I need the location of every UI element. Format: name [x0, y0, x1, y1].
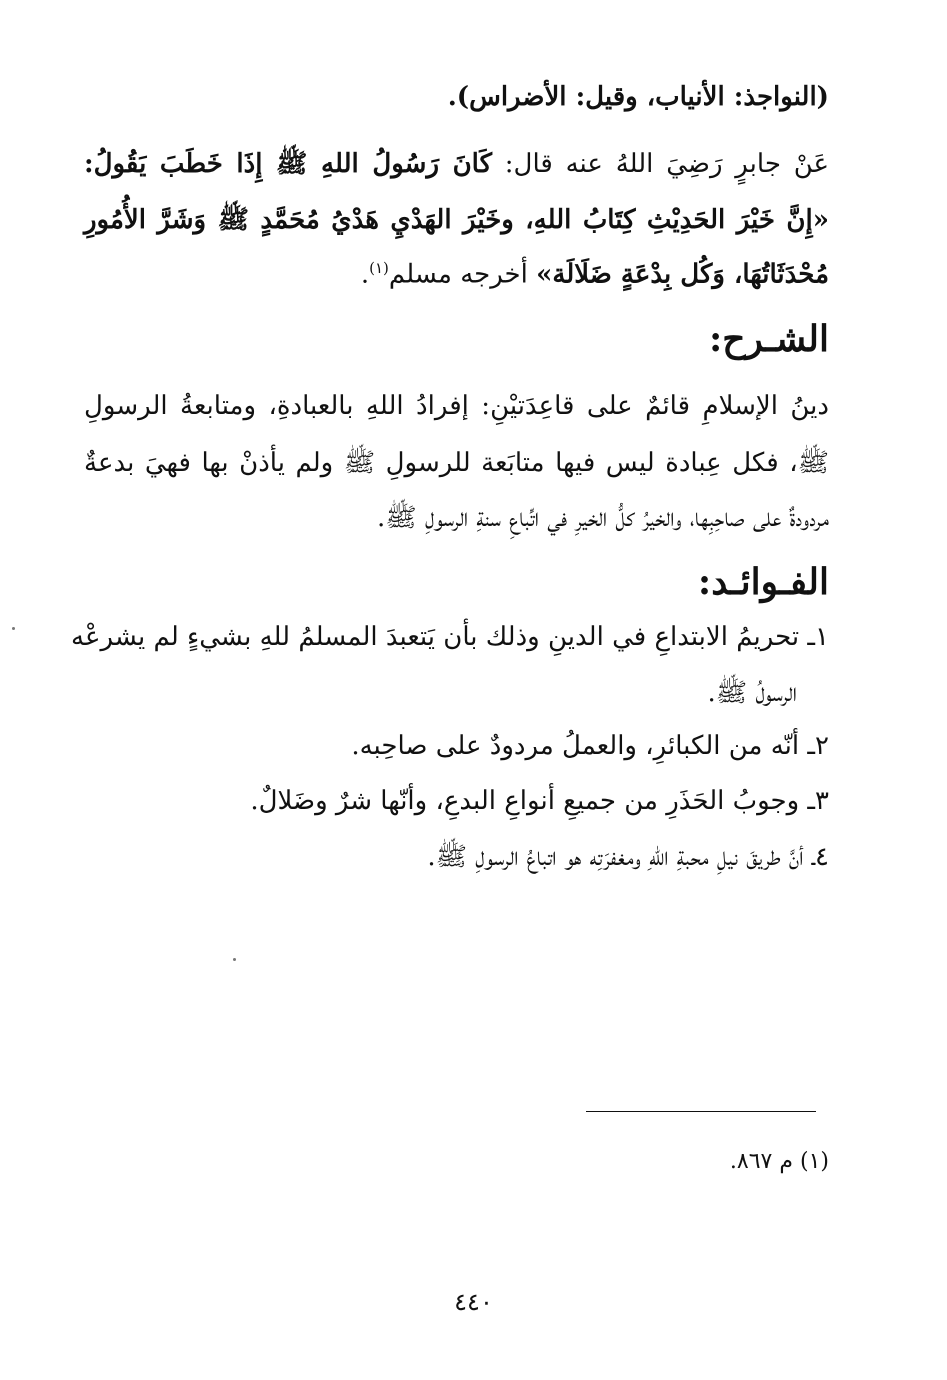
narrator-text: عَنْ جابرٍ رَضِيَ اللهُ عنه قال: — [491, 149, 829, 179]
hadith-source: أخرجه مسلم — [388, 259, 537, 290]
fawaid-item-2: ٢ـ أنّه من الكبائرِ، والعملُ مردودٌ على صاحِبه. — [351, 731, 829, 761]
scan-speck — [233, 958, 236, 961]
fawaid-item-3: ٣ـ وجوبُ الحَذَرِ من جميعِ أنواعِ البدعِ، وأنّها شرٌ وضَلالٌ. — [250, 786, 829, 816]
sharh-line-1: دينُ الإسلامِ قائمٌ على قاعِدَتيْنِ: إفرادُ اللهِ بالعبادةِ، ومتابعةُ الرسولِ — [84, 391, 829, 421]
hadith-text-bold-end: مُحْدَثَاتُهَا، وَكُل بِدْعَةٍ ضَلَالَة» — [536, 259, 829, 290]
naqajidh-gloss: (النواجذ: الأنياب، وقيل: الأضراس). — [447, 82, 829, 112]
sharh-heading: الشـرح: — [708, 318, 829, 360]
sharh-line-2: ﷺ، فكل عِبادة ليس فيها متابَعة للرسولِ ﷺ ولم يأذنْ بها فهيَ بدعةٌ — [84, 448, 829, 478]
hadith-intro-bold: كَانَ رَسُولُ اللهِ ﷺ إِذَا خَطَبَ يَقُولُ: — [84, 149, 492, 179]
sharh-line-3: مردودةٌ على صاحِبِها، والخيرُ كلُّ الخيرِ في اتِّباعِ سنةِ الرسولِ ﷺ. — [377, 503, 829, 533]
hadith-line-end: . — [360, 259, 370, 290]
fawaid-item-1-line-1: ١ـ تحريمُ الابتداعِ في الدينِ وذلك بأن يَتعبدَ المسلمُ للهِ بشيءٍ لم يشرعْه — [71, 622, 829, 652]
scan-speck — [12, 627, 15, 630]
fawaid-heading: الفـوائـد: — [697, 561, 829, 603]
footnote: (١) م ٨٦٧. — [729, 1149, 829, 1174]
footnote-ref: (١) — [369, 259, 389, 277]
fawaid-item-4: ٤ـ أنَّ طريقَ نيلِ محبةِ اللهِ ومغفرَتِه هو اتباعُ الرسولِ ﷺ. — [427, 842, 829, 872]
fawaid-item-1-line-2: الرسولُ ﷺ. — [707, 678, 797, 708]
hadith-intro-line — [84, 147, 829, 185]
hadith-text-line-2: «إِنَّ خَيْرَ الحَدِيْثِ كِتَابُ اللهِ، وخَيْرَ الهَدْيِ هَدْيُ مُحَمَّدٍ ﷺ وَشَرَّ الأُمُورِ — [84, 205, 829, 235]
hadith-text-line-3 — [361, 259, 829, 290]
page-number: ٤٤٠ — [454, 1288, 493, 1316]
footnote-separator — [586, 1111, 816, 1112]
